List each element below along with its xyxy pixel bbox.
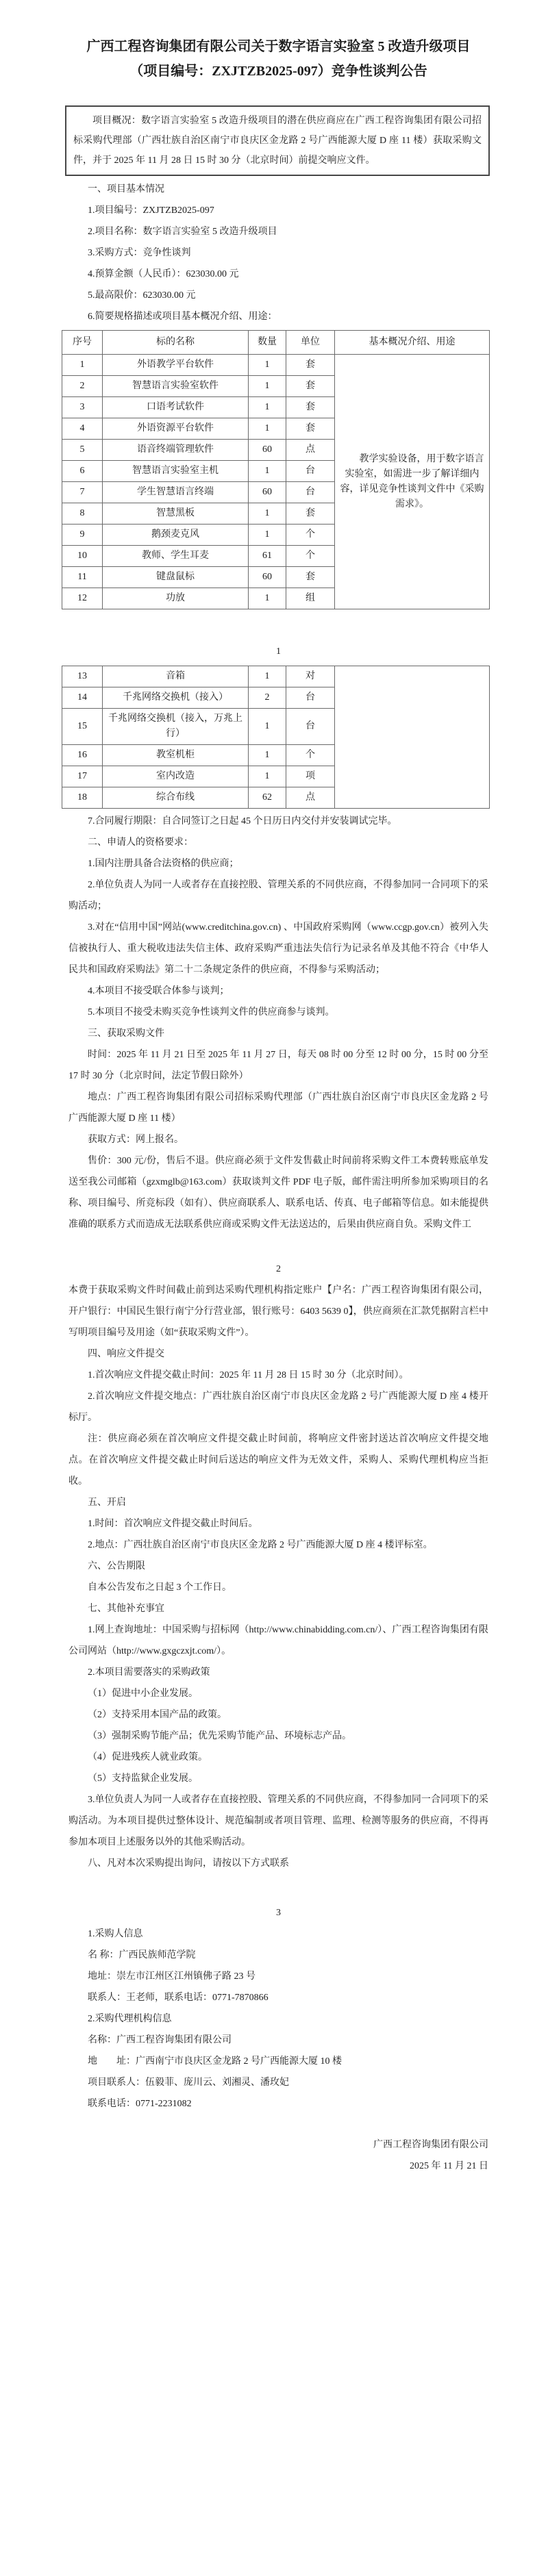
- document-title-line2: （项目编号：ZXJTZB2025-097）竞争性谈判公告: [129, 64, 427, 79]
- paragraph-qualification-3: 3.对在“信用中国”网站(www.creditchina.gov.cn) 、中国政府采购网（www.ccgp.gov.cn）被列入失信被执行人、重大税收违法失信主体、政府采购严重违法失信行为记录名单及其他不符合《中华人民共和国政府采购法》第二十二条规定条件的供应商，不得参与采购活动；: [68, 922, 488, 975]
- page-number-3: 3: [276, 1908, 281, 1918]
- table-header-qty: 数量: [249, 331, 286, 355]
- paragraph-qualification-4: 4.本项目不接受联合体参与谈判；: [88, 986, 229, 996]
- paragraph-contract-period: 7.合同履行期限：自合同签订之日起 45 个日历日内交付并安装调试完毕。: [88, 816, 397, 826]
- table-header-row: [62, 331, 490, 355]
- cell-name: 室内改造: [103, 766, 249, 787]
- paragraph-agency-phone: 联系电话：0771-2231082: [88, 2099, 192, 2109]
- paragraph-price-ceiling: 5.最高限价：623030.00 元: [88, 290, 196, 301]
- cell-name: 音箱: [103, 666, 249, 687]
- signature-company: 广西工程咨询集团有限公司: [373, 2140, 488, 2150]
- paragraph-agency-address: 地 址：广西南宁市良庆区金龙路 2 号广西能源大厦 10 楼: [88, 2056, 342, 2067]
- cell-unit: 套: [286, 397, 335, 418]
- cell-no: 12: [62, 588, 103, 609]
- paragraph-agency-name: 名称：广西工程咨询集团有限公司: [88, 2035, 232, 2045]
- paragraph-open-time: 1.时间：首次响应文件提交截止时间后。: [88, 1519, 258, 1529]
- cell-qty: 1: [249, 418, 286, 440]
- document-title: [62, 34, 495, 84]
- section-heading: 八、凡对本次采购提出询问，请按以下方式联系: [88, 1858, 289, 1869]
- cell-name: 语音终端管理软件: [103, 440, 249, 461]
- paragraph-qualification-5: 5.本项目不接受未购买竞争性谈判文件的供应商参与谈判。: [88, 1007, 335, 1018]
- table-row: [62, 666, 490, 687]
- cell-qty: 1: [249, 588, 286, 609]
- table-header-use: 基本概况介绍、用途: [335, 331, 490, 355]
- cell-no: 18: [62, 787, 103, 809]
- cell-unit: 对: [286, 666, 335, 687]
- cell-unit: 个: [286, 745, 335, 766]
- paragraph-submit-place: 2.首次响应文件提交地点：广西壮族自治区南宁市良庆区金龙路 2 号广西能源大厦 D 座 4 楼开标厅。: [68, 1391, 488, 1423]
- cell-qty: 60: [249, 440, 286, 461]
- cell-unit: 套: [286, 376, 335, 397]
- table-header-name: 标的名称: [103, 331, 249, 355]
- cell-qty: 1: [249, 503, 286, 525]
- paragraph-policy-intro: 2.本项目需要落实的采购政策: [88, 1667, 210, 1678]
- paragraph-policy-5: （5）支持监狱企业发展。: [88, 1773, 198, 1784]
- paragraph-budget: 4.预算金额（人民币）：623030.00 元: [88, 269, 239, 279]
- cell-no: 2: [62, 376, 103, 397]
- cell-qty: 60: [249, 482, 286, 503]
- table-note-cell-empty: [335, 666, 490, 809]
- page-number-2: 2: [276, 1264, 281, 1274]
- paragraph-submit-note: 注：供应商必须在首次响应文件提交截止时间前，将响应文件密封送达首次响应文件提交地点。在首次响应文件提交截止时间后送达的响应文件为无效文件，采购人、采购代理机构应当拒收。: [68, 1434, 488, 1487]
- goods-table-page1: [62, 330, 490, 609]
- cell-unit: 台: [286, 461, 335, 482]
- paragraph-project-number: 1.项目编号：ZXJTZB2025-097: [88, 205, 214, 216]
- cell-qty: 2: [249, 687, 286, 709]
- cell-no: 8: [62, 503, 103, 525]
- cell-no: 10: [62, 546, 103, 567]
- paragraph-procurement-method: 3.采购方式：竞争性谈判: [88, 248, 191, 258]
- paragraph-open-place: 2.地点：广西壮族自治区南宁市良庆区金龙路 2 号广西能源大厦 D 座 4 楼评标室。: [88, 1540, 433, 1550]
- paragraph-other-3: 3.单位负责人为同一人或者存在直接控股、管理关系的不同供应商，不得参加同一合同项下的采购活动。为本项目提供过整体设计、规范编制或者项目管理、监理、检测等服务的供应商，不得再参加本项目上述服务以外的其他采购活动。: [68, 1795, 488, 1847]
- cell-no: 5: [62, 440, 103, 461]
- cell-unit: 点: [286, 787, 335, 809]
- cell-no: 13: [62, 666, 103, 687]
- cell-name: 智慧黑板: [103, 503, 249, 525]
- cell-no: 7: [62, 482, 103, 503]
- cell-unit: 套: [286, 355, 335, 376]
- cell-qty: 1: [249, 745, 286, 766]
- cell-no: 17: [62, 766, 103, 787]
- cell-unit: 套: [286, 503, 335, 525]
- page-number-1: 1: [276, 646, 281, 657]
- cell-no: 4: [62, 418, 103, 440]
- cell-unit: 台: [286, 709, 335, 745]
- signature-date: 2025 年 11 月 21 日: [410, 2161, 488, 2171]
- cell-unit: 个: [286, 525, 335, 546]
- cell-qty: 1: [249, 709, 286, 745]
- cell-no: 11: [62, 567, 103, 588]
- paragraph-buyer-contact: 联系人：王老师，联系电话：0771-7870866: [88, 1993, 269, 2003]
- paragraph-spec-intro: 6.简要规格描述或项目基本概况介绍、用途：: [88, 312, 277, 322]
- paragraph-buyer-label: 1.采购人信息: [88, 1929, 143, 1939]
- cell-name: 智慧语言实验室软件: [103, 376, 249, 397]
- paragraph-qualification-2: 2.单位负责人为同一人或者存在直接控股、管理关系的不同供应商，不得参加同一合同项下的采购活动；: [68, 880, 488, 911]
- table-header-unit: 单位: [286, 331, 335, 355]
- cell-no: 9: [62, 525, 103, 546]
- paragraph-price-part1: 售价：300 元/份，售后不退。供应商必须于文件发售截止时间前将采购文件工本费转账底单发送至我公司邮箱（gzxmglb@163.com）获取谈判文件 PDF 电子版，邮件需注明所参加采购项目的名称、项目编号、所竞标段（如有）、供应商联系人、联系电话、传真、电子邮箱等信息。如未能提供准确的联系方式而造成无法联系供应商或采购文件无法送达的，后果由供应商自负。采购文件工: [68, 1156, 488, 1230]
- cell-unit: 个: [286, 546, 335, 567]
- cell-name: 教师、学生耳麦: [103, 546, 249, 567]
- section-heading: 五、开启: [88, 1498, 126, 1508]
- cell-name: 智慧语言实验室主机: [103, 461, 249, 482]
- cell-no: 1: [62, 355, 103, 376]
- table-row: [62, 355, 490, 376]
- cell-no: 15: [62, 709, 103, 745]
- section-heading: 四、响应文件提交: [88, 1349, 164, 1359]
- cell-qty: 1: [249, 525, 286, 546]
- paragraph-project-name: 2.项目名称：数字语言实验室 5 改造升级项目: [88, 227, 277, 237]
- cell-qty: 1: [249, 355, 286, 376]
- cell-qty: 61: [249, 546, 286, 567]
- cell-name: 教室机柜: [103, 745, 249, 766]
- paragraph-policy-1: （1）促进中小企业发展。: [88, 1689, 198, 1699]
- paragraph-obtain-place: 地点：广西工程咨询集团有限公司招标采购代理部（广西壮族自治区南宁市良庆区金龙路 2 号广西能源大厦 D 座 11 楼）: [68, 1092, 488, 1124]
- cell-qty: 1: [249, 666, 286, 687]
- document-title-line1: 广西工程咨询集团有限公司关于数字语言实验室 5 改造升级项目: [86, 39, 471, 54]
- cell-no: 16: [62, 745, 103, 766]
- cell-qty: 1: [249, 397, 286, 418]
- cell-name: 外语教学平台软件: [103, 355, 249, 376]
- cell-name: 口语考试软件: [103, 397, 249, 418]
- cell-unit: 项: [286, 766, 335, 787]
- table-header-no: 序号: [62, 331, 103, 355]
- paragraph-buyer-name: 名 称：广西民族师范学院: [88, 1950, 196, 1960]
- cell-qty: 1: [249, 376, 286, 397]
- paragraph-price-part2: 本费于获取采购文件时间截止前到达采购代理机构指定账户【户名：广西工程咨询集团有限公司，开户银行：中国民生银行南宁分行营业部，银行账号：6403 5639 0】，供应商须在汇款凭据附言栏中写明项目编号及用途（如“获取采购文件”）。: [68, 1285, 488, 1338]
- cell-name: 键盘鼠标: [103, 567, 249, 588]
- cell-unit: 台: [286, 482, 335, 503]
- cell-name: 鹅颈麦克风: [103, 525, 249, 546]
- section-heading: 七、其他补充事宜: [88, 1604, 164, 1614]
- cell-name: 千兆网络交换机（接入，万兆上行）: [103, 709, 249, 745]
- goods-table-page2: [62, 666, 490, 809]
- cell-name: 外语资源平台软件: [103, 418, 249, 440]
- paragraph-policy-4: （4）促进残疾人就业政策。: [88, 1752, 208, 1763]
- section-heading: 二、申请人的资格要求：: [88, 837, 193, 848]
- cell-unit: 点: [286, 440, 335, 461]
- cell-unit: 台: [286, 687, 335, 709]
- paragraph-agency-contact: 项目联系人：伍毅菲、庞川云、刘湘灵、潘玫妃: [88, 2078, 289, 2088]
- paragraph-obtain-time: 时间：2025 年 11 月 21 日至 2025 年 11 月 27 日，每天 08 时 00 分至 12 时 00 分，15 时 00 分至 17 时 30 分（北京时间，法定节假日除外）: [68, 1050, 488, 1081]
- project-overview-box: 项目概况：数字语言实验室 5 改造升级项目的潜在供应商应在广西工程咨询集团有限公司招标采购代理部（广西壮族自治区南宁市良庆区金龙路 2 号广西能源大厦 D 座 11 楼）获取采购文件，并于 2025 年 11 月 28 日 15 时 30 分（北京时间）前提交响应文件。: [65, 105, 490, 176]
- paragraph-policy-3: （3）强制采购节能产品；优先采购节能产品、环境标志产品。: [88, 1731, 351, 1741]
- cell-qty: 1: [249, 766, 286, 787]
- paragraph-policy-2: （2）支持采用本国产品的政策。: [88, 1710, 227, 1720]
- cell-name: 综合布线: [103, 787, 249, 809]
- cell-qty: 62: [249, 787, 286, 809]
- cell-unit: 套: [286, 418, 335, 440]
- cell-qty: 60: [249, 567, 286, 588]
- cell-name: 学生智慧语言终端: [103, 482, 249, 503]
- table-note-cell: 教学实验设备，用于数字语言实验室，如需进一步了解详细内容，详见竞争性谈判文件中《采购需求》。: [335, 355, 490, 609]
- cell-no: 6: [62, 461, 103, 482]
- paragraph-agency-label: 2.采购代理机构信息: [88, 2014, 172, 2024]
- section-heading: 三、获取采购文件: [88, 1028, 164, 1039]
- cell-qty: 1: [249, 461, 286, 482]
- paragraph-buyer-address: 地址：崇左市江州区江州镇佛子路 23 号: [88, 1971, 256, 1982]
- paragraph-qualification-1: 1.国内注册具备合法资格的供应商；: [88, 859, 239, 869]
- section-heading: 一、项目基本情况: [88, 184, 164, 194]
- paragraph-online-query: 1.网上查询地址：中国采购与招标网（http://www.chinabidding.com.cn/）、广西工程咨询集团有限公司网站（http://www.gxgczxjt.com/）。: [68, 1625, 488, 1656]
- paragraph-obtain-method: 获取方式：网上报名。: [88, 1135, 184, 1145]
- cell-name: 功放: [103, 588, 249, 609]
- paragraph-announcement-period: 自本公告发布之日起 3 个工作日。: [88, 1582, 232, 1593]
- cell-name: 千兆网络交换机（接入）: [103, 687, 249, 709]
- cell-no: 14: [62, 687, 103, 709]
- cell-unit: 组: [286, 588, 335, 609]
- cell-unit: 套: [286, 567, 335, 588]
- paragraph-submit-deadline: 1.首次响应文件提交截止时间：2025 年 11 月 28 日 15 时 30 分（北京时间）。: [88, 1370, 409, 1380]
- cell-no: 3: [62, 397, 103, 418]
- section-heading: 六、公告期限: [88, 1561, 145, 1571]
